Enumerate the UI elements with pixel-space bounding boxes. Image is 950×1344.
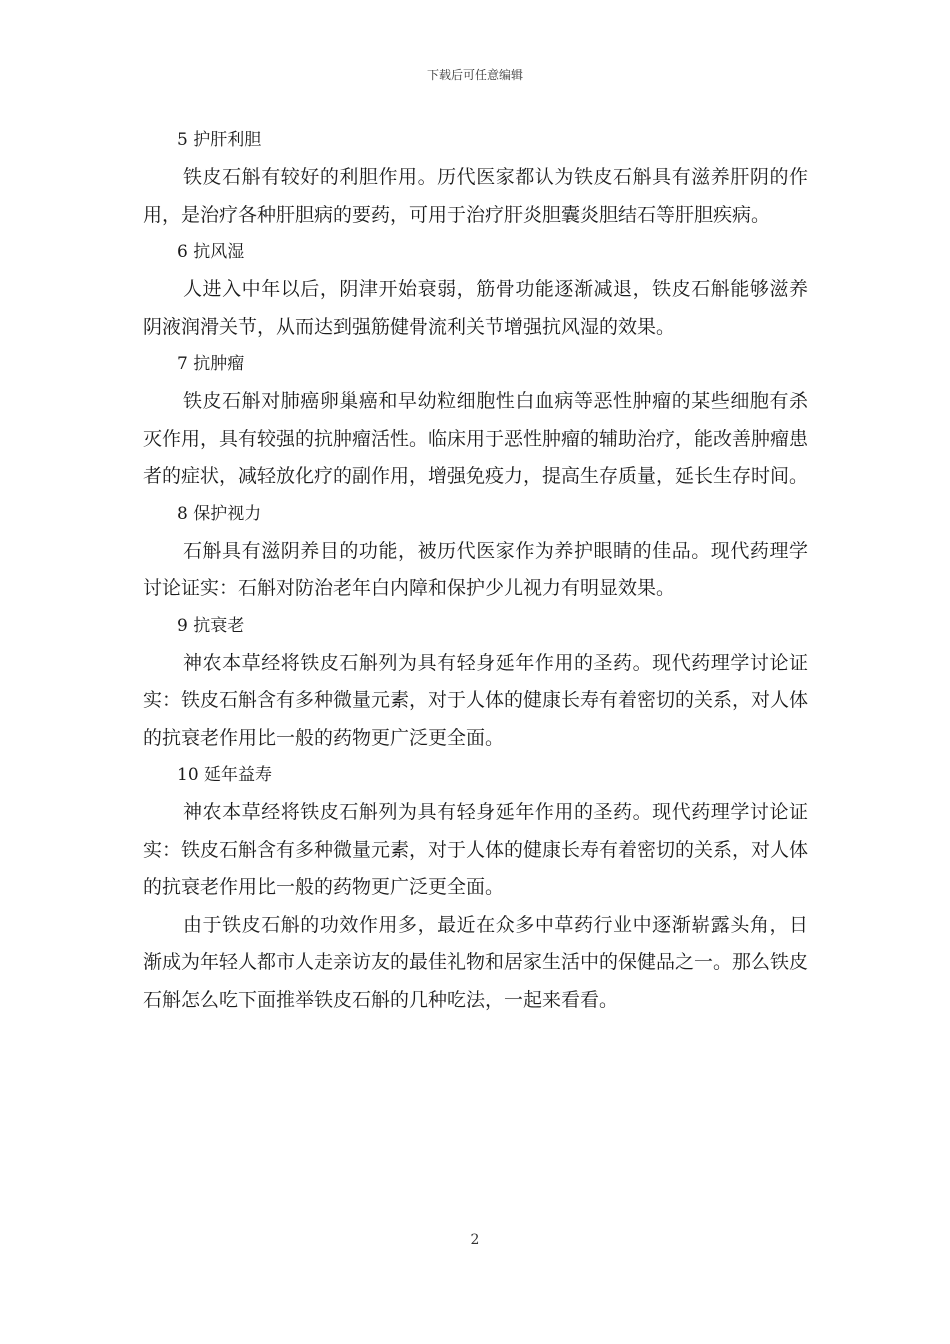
- section-paragraph: 神农本草经将铁皮石斛列为具有轻身延年作用的圣药。现代药理学讨论证实：铁皮石斛含有多种微量元素，对于人体的健康长寿有着密切的关系，对人体的抗衰老作用比一般的药物更广泛更全面。: [143, 651, 809, 749]
- section-heading: 10 延年益寿: [177, 765, 273, 785]
- section-paragraph: 神农本草经将铁皮石斛列为具有轻身延年作用的圣药。现代药理学讨论证实：铁皮石斛含有多种微量元素，对于人体的健康长寿有着密切的关系，对人体的抗衰老作用比一般的药物更广泛更全面。: [143, 801, 809, 898]
- document-body: [143, 122, 808, 1019]
- section-paragraph: 铁皮石斛有较好的利胆作用。历代医家都认为铁皮石斛具有滋养肝阴的作用，是治疗各种肝胆病的要药，可用于治疗肝炎胆囊炎胆结石等肝胆疾病。: [143, 166, 808, 226]
- section-heading: 5 护肝利胆: [177, 130, 262, 150]
- section-paragraph: 人进入中年以后，阴津开始衰弱，筋骨功能逐渐减退，铁皮石斛能够滋养阴液润滑关节，从而达到强筋健骨流利关节增强抗风湿的效果。: [143, 278, 808, 338]
- section-heading: 8 保护视力: [177, 503, 262, 524]
- section-heading: 9 抗衰老: [177, 615, 245, 636]
- page-header: 下载后可任意编辑: [426, 68, 523, 82]
- section-heading: 7 抗肿瘤: [177, 354, 245, 374]
- section-heading: 6 抗风湿: [177, 242, 245, 262]
- section-paragraph: 石斛具有滋阴养目的功能，被历代医家作为养护眼睛的佳品。现代药理学讨论证实：石斛对防治老年白内障和保护少儿视力有明显效果。: [143, 539, 808, 599]
- page-number: 2: [470, 1232, 480, 1248]
- closing-paragraph: 由于铁皮石斛的功效作用多，最近在众多中草药行业中逐渐崭露头角，日渐成为年轻人都市人走亲访友的最佳礼物和居家生活中的保健品之一。那么铁皮石斛怎么吃下面推举铁皮石斛的几种吃法，一起来看看。: [143, 913, 809, 1011]
- section-paragraph: 铁皮石斛对肺癌卵巢癌和早幼粒细胞性白血病等恶性肿瘤的某些细胞有杀灭作用，具有较强的抗肿瘤活性。临床用于恶性肿瘤的辅助治疗，能改善肿瘤患者的症状，减轻放化疗的副作用，增强免疫力，提高生存质量，延长生存时间。: [143, 390, 809, 487]
